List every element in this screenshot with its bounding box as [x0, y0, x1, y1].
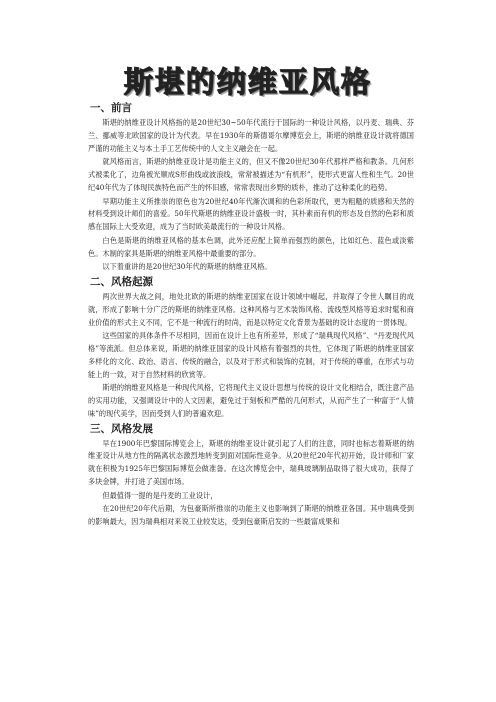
paragraph: 在20世纪20年代后期，为包豪斯所推崇的功能主义也影响到了斯堪的纳维亚各国。其中瑞典受到的影响最大，因为瑞典相对来说工业较发达，受到包豪斯启发的一些最富成果和	[88, 504, 414, 526]
section-heading: 二、风格起源	[90, 276, 153, 288]
paragraph: 但最值得一提的是丹麦的工业设计，	[102, 490, 218, 500]
section-heading: 一、前言	[90, 102, 132, 114]
title-area	[0, 60, 496, 101]
paragraph: 以下着重讲的是20世纪30年代的斯堪的纳维亚风格。	[102, 262, 272, 272]
document-body	[88, 100, 414, 530]
paragraph: 早期功能主义所推崇的原色也为20世纪40年代渐次调和的色彩所取代，更为粗糙的质感和天然的材料受到设计师们的喜爱。50年代斯堪的纳维亚设计盛极一时，其朴素而有机的形态及自然的色彩和质感在国际上大受欢迎，成为了当时欧美最流行的一种设计风格。	[88, 196, 414, 231]
paragraph: 早在1900年巴黎国际博览会上，斯堪的纳维亚设计就引起了人们的注意，同时也标志着斯堪的纳维亚设计从地方性的隔离状态激烈地转变到面对国际性竞争。从20世纪20年代初开始，设计师和厂家就在积极为1925年巴黎国际博览会做准备。在这次博览会中，瑞典玻璃制品取得了很大成功，获得了多块金牌，并打进了美国市场。	[88, 438, 414, 486]
paragraph: 斯堪的纳维亚风格是一种现代风格，它将现代主义设计思想与传统的设计文化相结合，既注意产品的实用功能，又强调设计中的人文因素，避免过于刻板和严酷的几何形式，从而产生了一种富于“人情味”的现代美学，因而受到人们的普遍欢迎。	[88, 383, 414, 418]
paragraph: 白色是斯堪的纳维亚风格的基本色调，此外还应配上简单而强烈的颜色，比如红色、蓝色或淡紫色。木制的家具是斯堪的纳维亚风格中最重要的部分。	[88, 235, 414, 258]
paragraph: 这些国家的具体条件不尽相同，因而在设计上也有所差异，形成了“瑞典现代风格”、“丹麦现代风格”等流派。但总体来说，斯堪的纳维亚国家的设计风格有着强烈的共性，它体现了斯堪的纳维亚国家多样化的文化、政治、语言、传统的融合，以及对于形式和装饰的克制，对于传统的尊重，在形式与功能上的一致，对于自然材料的欣赏等。	[88, 331, 414, 379]
paragraph: 两次世界大战之间，地处北欧的斯堪的纳维亚国家在设计领域中崛起，并取得了令世人瞩目的成就，形成了影响十分广泛的斯堪的纳维亚风格。这种风格与艺术装饰风格、流线型风格等追求时髦和商业价值的形式主义不同，它不是一种流行的时尚，而是以特定文化背景为基础的设计态度的一贯体现。	[88, 292, 414, 327]
document-title: 斯堪的纳维亚风格	[123, 65, 372, 99]
paragraph: 就风格而言，斯堪的纳维亚设计是功能主义的，但又不像20世纪30年代那样严格和教条。几何形式被柔化了，边角被光顺成S形曲线或波浪线，常常被描述为“有机形”，使形式更富人性和生气。20世纪40年代为了体现民族特色而产生的怀旧感，常常表现出乡野的质朴，推动了这种柔化的趋势。	[88, 157, 414, 192]
section-heading: 三、风格发展	[90, 422, 153, 435]
paragraph: 斯堪的纳维亚设计风格指的是20世纪30~50年代流行于国际的一种设计风格，以丹麦、瑞典、芬兰、挪威等北欧国家的设计为代表。早在1930年的斯德哥尔摩博览会上，斯堪的纳维亚设计就将德国严谨的功能主义与本土手工艺传统中的人文主义融会在一起。	[88, 118, 414, 153]
